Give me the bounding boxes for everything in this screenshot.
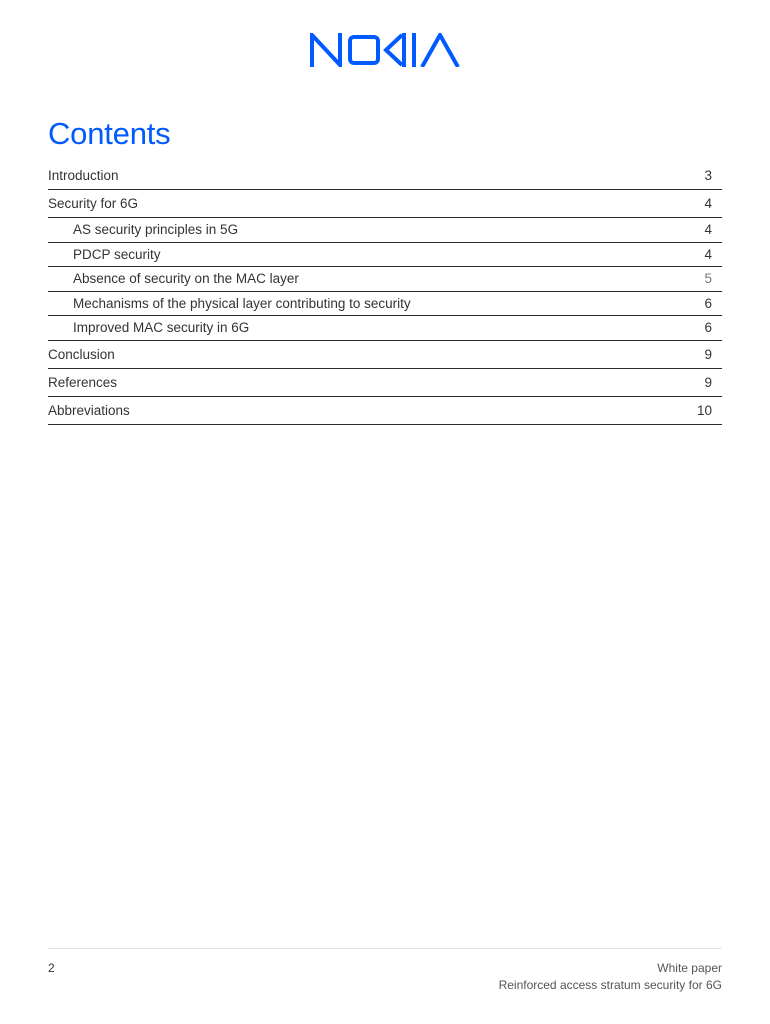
toc-entry-page: 3 — [704, 168, 712, 183]
toc-entry-page: 9 — [704, 346, 712, 362]
toc-entry-page: 4 — [704, 222, 712, 238]
toc-entry-as-security-principles[interactable] — [48, 218, 722, 243]
toc-entry-page: 6 — [704, 295, 712, 311]
toc-entry-label: Conclusion — [48, 346, 115, 362]
toc-entry-physical-layer-mechanisms[interactable] — [48, 292, 722, 317]
toc-entry-references[interactable] — [48, 369, 722, 397]
footer-page-number: 2 — [48, 961, 55, 975]
nokia-logo — [0, 30, 770, 70]
footer-doc-type: White paper — [657, 961, 722, 975]
table-of-contents — [48, 162, 722, 425]
toc-entry-label: Introduction — [48, 168, 119, 183]
toc-entry-label: References — [48, 374, 118, 390]
toc-entry-page: 10 — [696, 402, 712, 418]
toc-entry-abbreviations[interactable] — [48, 397, 722, 425]
toc-entry-page: 4 — [704, 246, 712, 262]
footer-document-info — [499, 960, 722, 994]
toc-entry-page: 4 — [704, 196, 712, 211]
toc-entry-introduction[interactable] — [48, 162, 722, 190]
toc-entry-pdcp-security[interactable] — [48, 243, 722, 268]
toc-entry-label: Security for 6G — [48, 196, 139, 211]
toc-entry-label: AS security principles in 5G — [73, 222, 239, 238]
toc-entry-label: PDCP security — [73, 246, 161, 262]
toc-entry-page: 9 — [704, 374, 712, 390]
toc-entry-page: 5 — [704, 271, 712, 287]
footer-divider — [48, 948, 722, 949]
toc-entry-absence-of-mac-security[interactable] — [48, 267, 722, 292]
toc-entry-label: Improved MAC security in 6G — [73, 320, 250, 336]
page-title: Contents — [48, 116, 171, 151]
nokia-logo-icon — [310, 33, 460, 67]
toc-entry-label: Mechanisms of the physical layer contributing to security — [73, 295, 411, 311]
toc-entry-conclusion[interactable] — [48, 341, 722, 369]
toc-entry-label: Abbreviations — [48, 402, 130, 418]
toc-entry-label: Absence of security on the MAC layer — [73, 271, 299, 287]
toc-entry-security-for-6g[interactable] — [48, 190, 722, 218]
footer-doc-title: Reinforced access stratum security for 6G — [498, 978, 722, 992]
toc-entry-page: 6 — [704, 320, 712, 336]
toc-entry-improved-mac-security[interactable] — [48, 316, 722, 341]
